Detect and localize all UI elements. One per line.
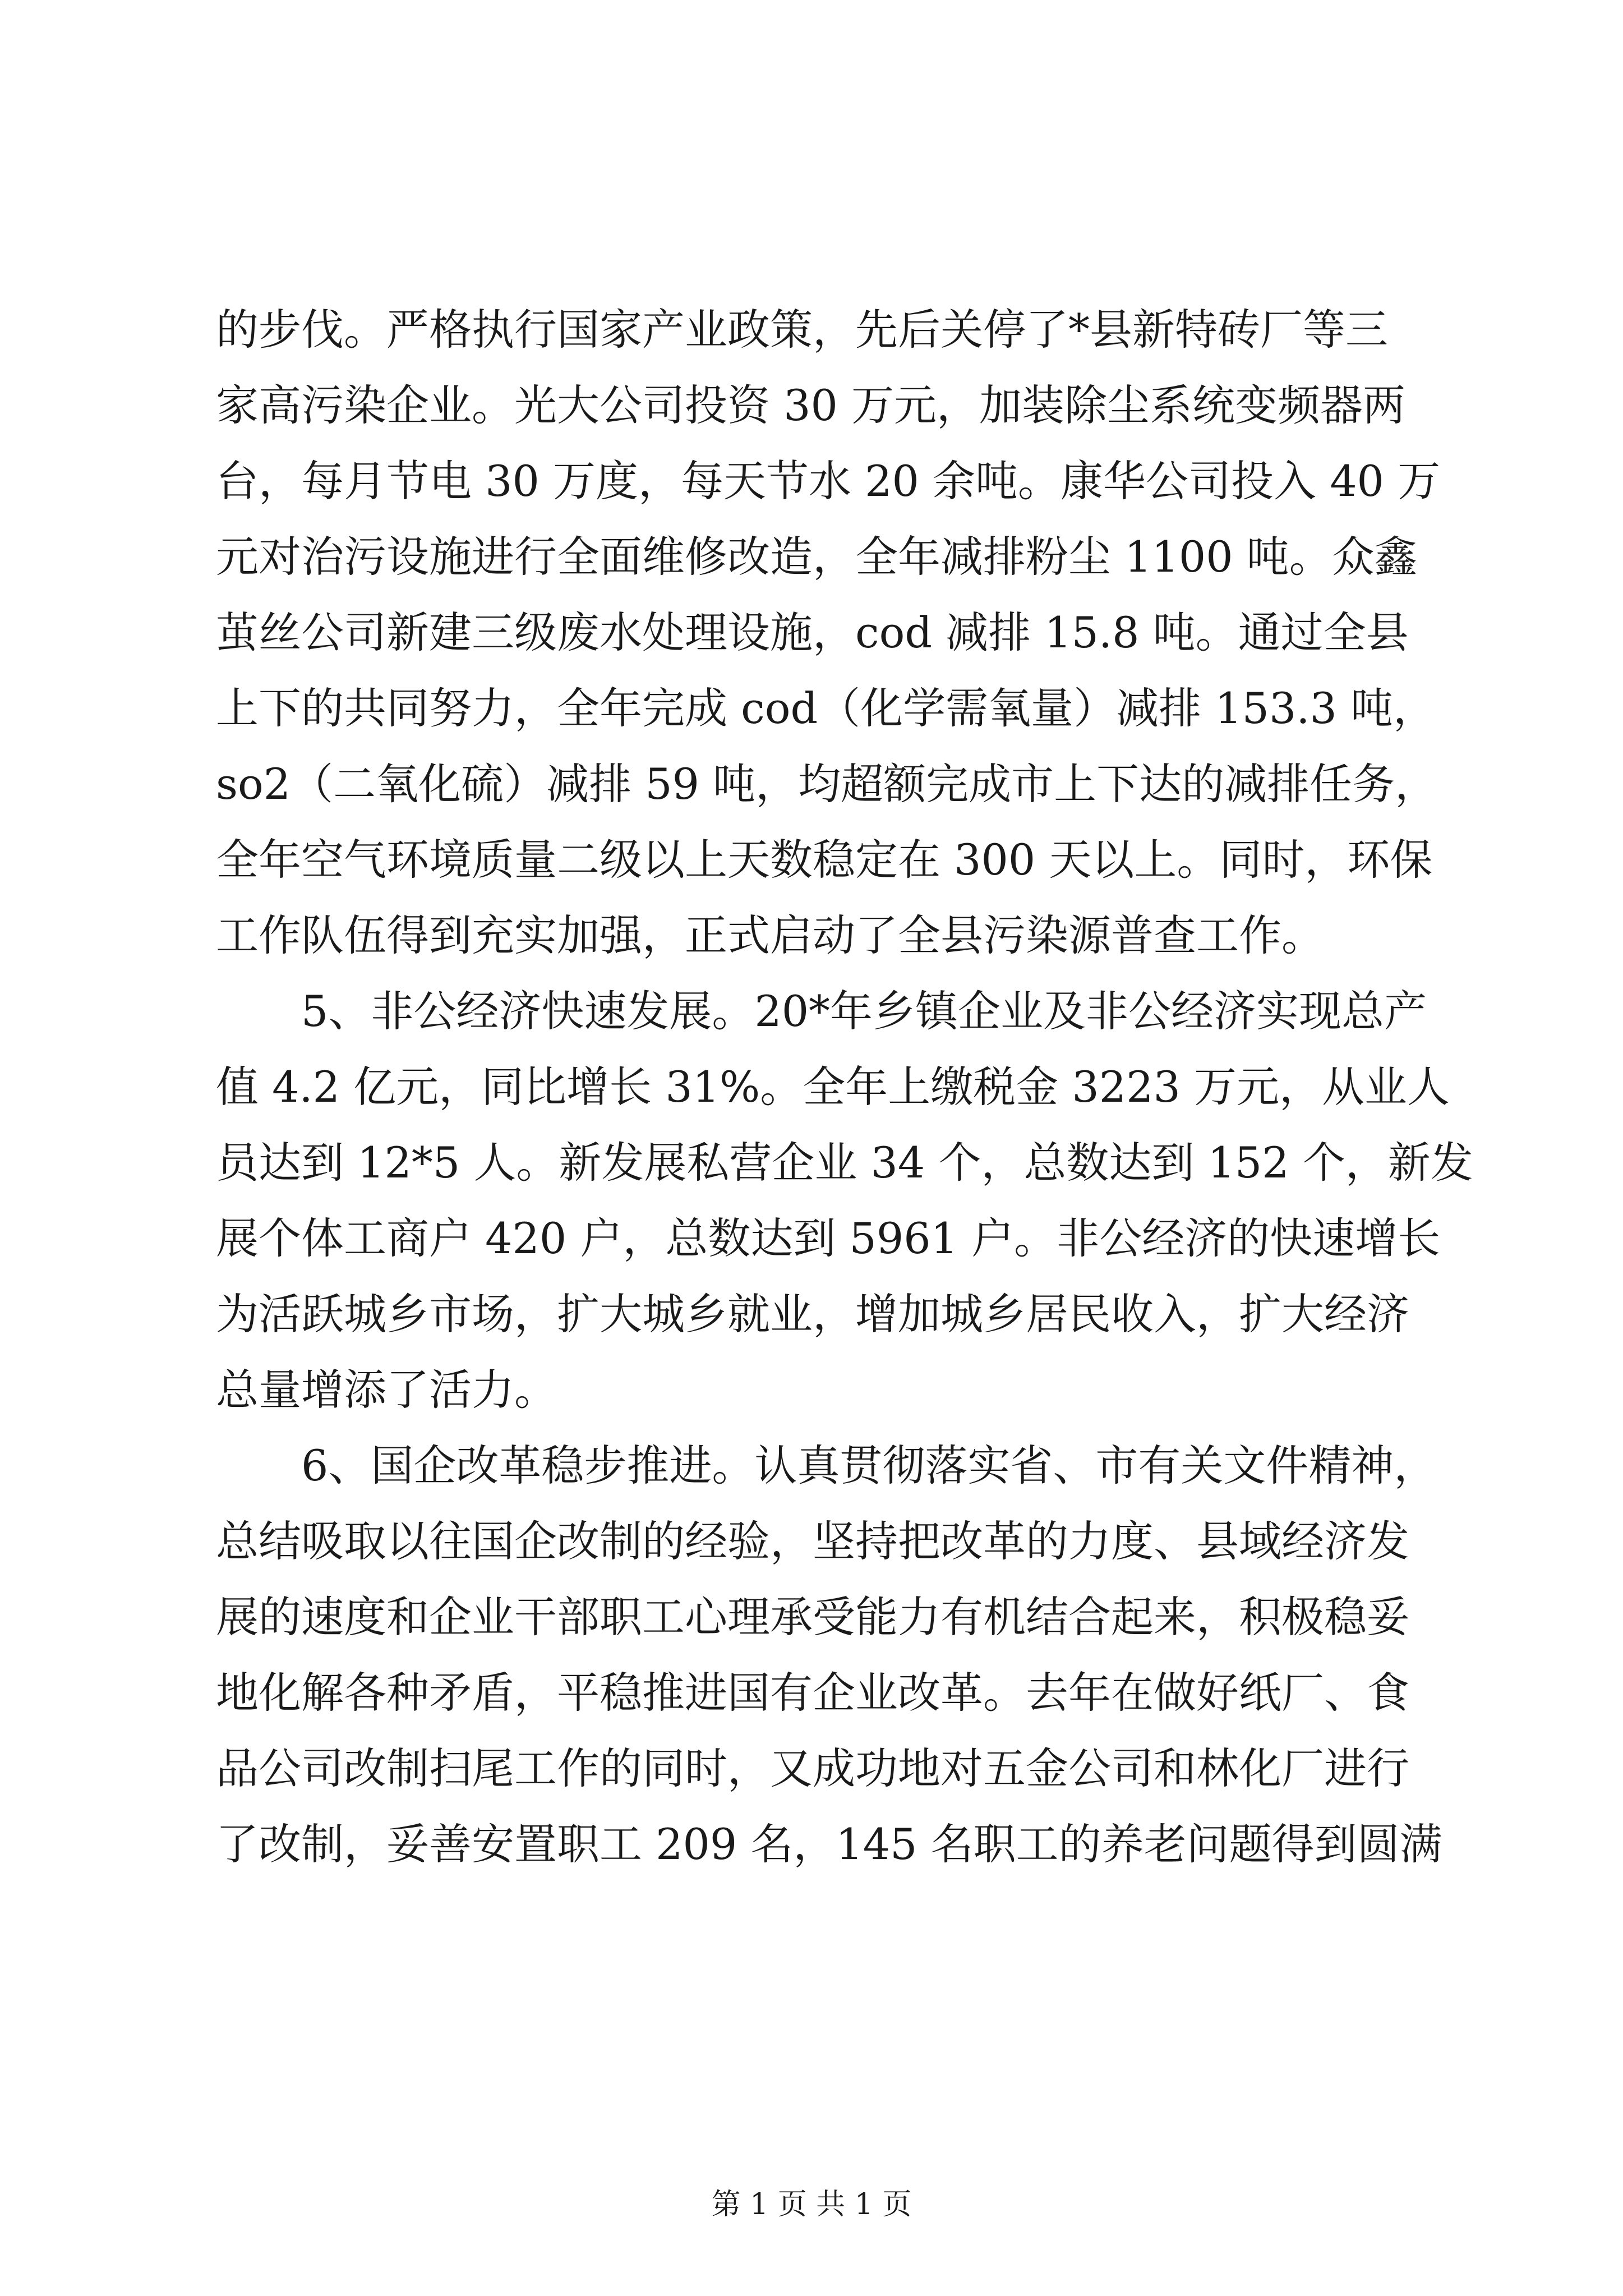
text-line: 5、非公经济快速发展。20*年乡镇企业及非公经济实现总产 (301, 986, 1427, 1036)
text-line: 员达到 12*5 人。新发展私营企业 34 个，总数达到 152 个，新发 (216, 1138, 1473, 1188)
text-line: 为活跃城乡市场，扩大城乡就业，增加城乡居民收入，扩大经济 (216, 1289, 1409, 1339)
text-line: 展个体工商户 420 户，总数达到 5961 户。非公经济的快速增长 (216, 1213, 1441, 1263)
page-footer: 第 1 页 共 1 页 (711, 2188, 912, 2221)
text-line: so2（二氧化硫）减排 59 吨，均超额完成市上下达的减排任务， (216, 759, 1438, 809)
text-line: 6、国企改革稳步推进。认真贯彻落实省、市有关文件精神， (301, 1441, 1437, 1490)
text-line: 台，每月节电 30 万度，每天节水 20 余吨。康华公司投入 40 万 (216, 456, 1441, 506)
text-line: 上下的共同努力，全年完成 cod（化学需氧量）减排 153.3 吨， (216, 683, 1436, 733)
text-line: 总量增添了活力。 (216, 1365, 557, 1415)
text-line: 工作队伍得到充实加强，正式启动了全县污染源普查工作。 (216, 910, 1324, 960)
text-line: 家高污染企业。光大公司投资 30 万元，加装除尘系统变频器两 (216, 380, 1406, 430)
text-line: 茧丝公司新建三级废水处理设施，cod 减排 15.8 吨。通过全县 (216, 608, 1409, 657)
text-line: 了改制，妥善安置职工 209 名，145 名职工的养老问题得到圆满 (216, 1819, 1442, 1869)
text-line: 品公司改制扫尾工作的同时，又成功地对五金公司和林化厂进行 (216, 1743, 1409, 1793)
text-line: 元对治污设施进行全面维修改造，全年减排粉尘 1100 吨。众鑫 (216, 532, 1417, 582)
text-line: 地化解各种矛盾，平稳推进国有企业改革。去年在做好纸厂、食 (216, 1668, 1409, 1718)
text-line: 的步伐。严格执行国家产业政策，先后关停了*县新特砖厂等三 (216, 305, 1388, 355)
document-body (216, 292, 1473, 1882)
text-line: 总结吸取以往国企改制的经验，坚持把改革的力度、县域经济发 (216, 1516, 1409, 1566)
text-line: 全年空气环境质量二级以上天数稳定在 300 天以上。同时，环保 (216, 835, 1433, 885)
text-line: 展的速度和企业干部职工心理承受能力有机结合起来，积极稳妥 (216, 1592, 1409, 1642)
text-line: 值 4.2 亿元，同比增长 31%。全年上缴税金 3223 万元，从业人 (216, 1062, 1450, 1112)
